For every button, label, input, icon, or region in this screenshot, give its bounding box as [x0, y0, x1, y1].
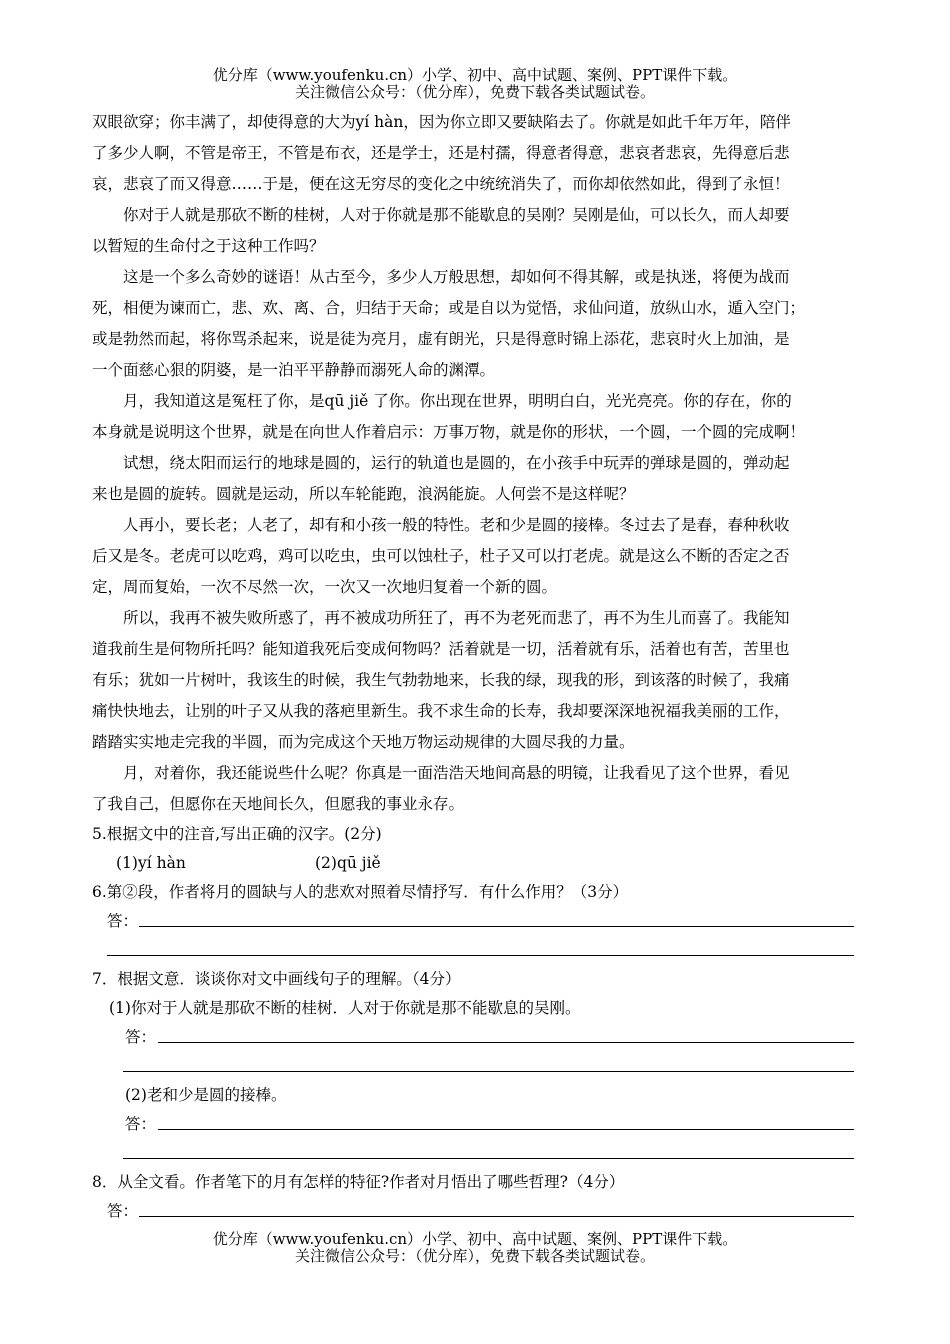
question-5-item-2: (2)qū jiě [315, 854, 381, 872]
passage-line: 来也是圆的旋转。圆就是运动，所以车轮能跑，浪涡能旋。人何尝不是这样呢？ [92, 485, 635, 503]
passage-line: 痛快快地去，让别的叶子又从我的落疤里新生。我不求生命的长寿，我却要深深地祝福我美丽的工作， [92, 702, 790, 720]
header-line-1: 优分库（www.youfenku.cn）小学、初中、高中试题、案例、PPT课件下载。 [212, 66, 738, 84]
document-body [92, 107, 858, 1226]
header-line-2: 关注微信公众号：（优分库），免费下载各类试题试卷。 [294, 83, 655, 101]
question-7-sub-2: (2)老和少是圆的接棒。 [125, 1086, 287, 1104]
footer-line-2: 关注微信公众号：（优分库），免费下载各类试题试卷。 [294, 1247, 655, 1265]
question-7-sub-1: (1)你对于人就是那砍不断的桂树．人对于你就是那不能歇息的吴刚。 [109, 999, 581, 1017]
question-6-title: 6.第②段，作者将月的圆缺与人的悲欢对照着尽情抒写．有什么作用？（3分） [92, 883, 629, 901]
question-8-title: 8．从全文看。作者笔下的月有怎样的特征?作者对月悟出了哪些哲理?（4分） [92, 1173, 625, 1191]
passage-line: 双眼欲穿；你丰满了，却使得意的大为yí hàn，因为你立即又要缺陷去了。你就是如此千年万年，陪伴 [92, 113, 791, 131]
page-header [0, 67, 950, 101]
passage [92, 107, 858, 820]
question-7-sub-1-answer[interactable] [92, 1023, 858, 1052]
question-6-answer[interactable] [92, 907, 858, 936]
passage-line: 这是一个多么奇妙的谜语！从古至今，多少人万般思想，却如何不得其解，或是执迷，将便为战而 [123, 268, 790, 286]
question-7-sub-2-answer-line-2[interactable] [92, 1139, 858, 1168]
question-7-title: 7．根据文意．谈谈你对文中画线句子的理解。（4分） [92, 970, 461, 988]
question-6-answer-line-2[interactable] [92, 936, 858, 965]
passage-line: 人再小，要长老；人老了，却有和小孩一般的特性。老和少是圆的接棒。冬过去了是春，春种秋收 [123, 516, 790, 534]
passage-line: 有乐；犹如一片树叶，我该生的时候，我生气勃勃地来，长我的绿，现我的形，到该落的时候了，我痛 [92, 671, 790, 689]
passage-line: 以暂短的生命付之于这种工作吗？ [92, 237, 325, 255]
passage-line: 本身就是说明这个世界，就是在向世人作着启示：万事万物，就是你的形状，一个圆，一个圆的完成啊！ [92, 423, 806, 441]
answer-label: 答： [107, 912, 139, 930]
passage-line: 所以，我再不被失败所惑了，再不被成功所狂了，再不为老死而悲了，再不为生儿而喜了。我能知 [123, 609, 790, 627]
question-7-sub-1-answer-line-2[interactable] [92, 1052, 858, 1081]
passage-line: 死，相便为谏而亡，悲、欢、离、合，归结于天命；或是自以为觉悟，求仙问道，放纵山水，遁入空门； [92, 299, 806, 317]
passage-line: 了多少人啊，不管是帝王，不管是布衣，还是学士，还是村孺，得意者得意，悲哀者悲哀，先得意后悲 [92, 144, 790, 162]
answer-label: 答： [125, 1115, 157, 1133]
passage-line: 试想，绕太阳而运行的地球是圆的，运行的轨道也是圆的，在小孩手中玩弄的弹球是圆的，弹动起 [123, 454, 790, 472]
answer-line[interactable] [139, 926, 854, 927]
passage-line: 月，我知道这是冤枉了你，是qū jiě 了你。你出现在世界，明明白白，光光亮亮。你的存在，你的 [123, 392, 792, 410]
page-footer [0, 1231, 950, 1265]
answer-line[interactable] [107, 955, 854, 956]
passage-line: 一个面慈心狠的阴婆，是一泊平平静静而溺死人命的渊潭。 [92, 361, 496, 379]
question-7-sub-2-answer[interactable] [92, 1110, 858, 1139]
answer-line[interactable] [139, 1216, 854, 1217]
passage-line: 月，对着你，我还能说些什么呢？你真是一面浩浩天地间高悬的明镜，让我看见了这个世界，看见 [123, 764, 790, 782]
question-5-title: 5.根据文中的注音,写出正确的汉字。(2分) [92, 825, 382, 843]
passage-line: 或是勃然而起，将你骂杀起来，说是徒为亮月，虚有朗光，只是得意时锦上添花，悲哀时火上加油，是 [92, 330, 790, 348]
passage-line: 了我自己，但愿你在天地间长久，但愿我的事业永存。 [92, 795, 465, 813]
question-5-item-1: (1)yí hàn [116, 854, 186, 872]
answer-label: 答： [125, 1028, 157, 1046]
question-5-items [92, 849, 858, 878]
answer-line[interactable] [123, 1071, 854, 1072]
answer-line[interactable] [158, 1129, 854, 1130]
passage-line: 踏踏实实地走完我的半圆，而为完成这个天地万物运动规律的大圆尽我的力量。 [92, 733, 635, 751]
answer-line[interactable] [123, 1158, 854, 1159]
passage-line: 道我前生是何物所托吗？能知道我死后变成何物吗？活着就是一切，活着就有乐，活着也有苦，苦里也 [92, 640, 790, 658]
passage-line: 哀，悲哀了而又得意……于是，便在这无穷尽的变化之中统统消失了，而你却依然如此，得到了永恒！ [92, 175, 790, 193]
answer-line[interactable] [158, 1042, 854, 1043]
answer-label: 答： [107, 1202, 139, 1220]
question-8-answer[interactable] [92, 1197, 858, 1226]
passage-line: 定，周而复始，一次不尽然一次，一次又一次地归复着一个新的圆。 [92, 578, 558, 596]
footer-line-1: 优分库（www.youfenku.cn）小学、初中、高中试题、案例、PPT课件下载。 [212, 1230, 738, 1248]
passage-line: 你对于人就是那砍不断的桂树，人对于你就是那不能歇息的吴刚？吴刚是仙，可以长久，而人却要 [123, 206, 790, 224]
passage-line: 后又是冬。老虎可以吃鸡，鸡可以吃虫，虫可以蚀杜子，杜子又可以打老虎。就是这么不断的否定之否 [92, 547, 790, 565]
